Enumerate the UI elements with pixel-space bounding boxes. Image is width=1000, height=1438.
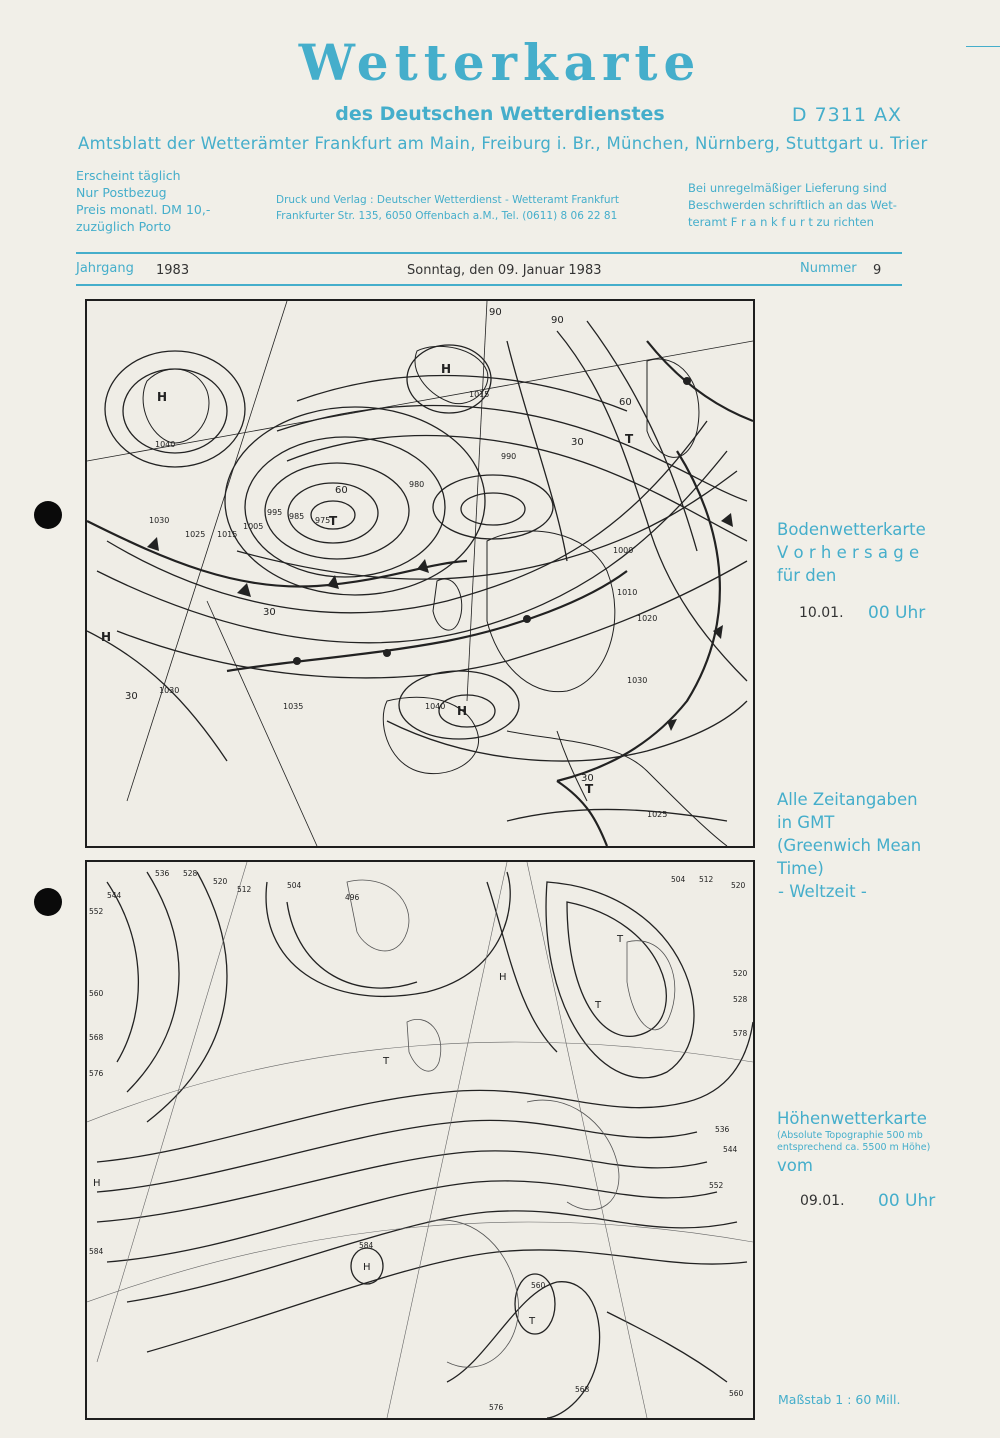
- contour-label: 552: [709, 1181, 724, 1190]
- isobar-label: 1025: [647, 810, 668, 819]
- thickness-label: 90: [551, 315, 564, 326]
- caption-note: entsprechend ca. 5500 m Höhe): [777, 1142, 931, 1153]
- isobar-label: 1025: [185, 530, 206, 539]
- high-center: H: [101, 630, 112, 644]
- contour-label: 528: [733, 995, 748, 1004]
- upper-map-date: 09.01.: [800, 1193, 845, 1209]
- front-marker: [667, 719, 677, 731]
- high-center: H: [457, 704, 468, 718]
- isobar-label: 1000: [613, 546, 634, 555]
- isobar-label: 1005: [243, 522, 264, 531]
- isobar-label: 1030: [159, 686, 180, 695]
- contour: [107, 882, 138, 1062]
- thickness-labels: [125, 307, 632, 784]
- time-note-line: (Greenwich Mean: [777, 836, 922, 855]
- contours: [97, 872, 753, 1418]
- surface-map-date: 10.01.: [799, 605, 844, 621]
- contour: [147, 872, 227, 1122]
- isobar: [433, 475, 553, 539]
- coastlines: [143, 346, 727, 846]
- contour-label: 544: [723, 1145, 738, 1154]
- contour-label: 560: [89, 989, 104, 998]
- contour-label: 568: [89, 1033, 104, 1042]
- contour: [97, 1151, 707, 1222]
- thickness-label: 30: [571, 437, 584, 448]
- contour-label: 576: [489, 1403, 504, 1412]
- isobar: [407, 345, 491, 413]
- time-note-line: - Weltzeit -: [778, 882, 867, 901]
- isobar-label: 1015: [469, 390, 490, 399]
- upper-air-map-drawing: [87, 862, 753, 1418]
- rule-bottom: [76, 284, 902, 286]
- contour-label: 528: [183, 869, 198, 878]
- front-marker: [383, 649, 391, 657]
- subscription-line: Nur Postbezug: [76, 185, 167, 200]
- isobar-label: 975: [315, 516, 331, 525]
- surface-map-drawing: [87, 301, 753, 846]
- caption-line: Höhenwetterkarte: [777, 1109, 927, 1128]
- contour: [607, 1312, 727, 1382]
- isobar-labels: [149, 390, 667, 819]
- coastline: [427, 1220, 519, 1367]
- upper-map-time: 00 Uhr: [878, 1191, 936, 1211]
- contour: [147, 1250, 747, 1352]
- isobar: [245, 437, 445, 577]
- high-center: H: [441, 362, 452, 376]
- low-center: T: [383, 1056, 390, 1067]
- contour-label: 520: [733, 969, 748, 978]
- low-center: T: [595, 1000, 602, 1011]
- complaint-line: Beschwerden schriftlich an das Wet-: [688, 198, 897, 212]
- time-note: [777, 788, 921, 903]
- caption-line: für den: [777, 566, 837, 585]
- contour-label: 520: [213, 877, 228, 886]
- rule-top: [76, 252, 902, 254]
- subscription-line: Erscheint täglich: [76, 168, 181, 183]
- caption-line: Bodenwetterkarte: [777, 520, 926, 539]
- coastline: [527, 1100, 619, 1210]
- low-center: T: [625, 432, 634, 446]
- jahrgang-label: Jahrgang: [76, 261, 134, 276]
- mediterranean-coast: [507, 731, 727, 846]
- greenland-coast: [143, 369, 209, 443]
- warm-front: [647, 341, 753, 421]
- caption-line: vom: [777, 1156, 813, 1175]
- isobar-label: 1010: [617, 588, 638, 597]
- contour-label: 568: [575, 1385, 590, 1394]
- complaint-line: teramt F r a n k f u r t zu richten: [688, 215, 874, 229]
- isobars: [87, 321, 747, 821]
- thickness-label: 30: [125, 691, 138, 702]
- graticule: [87, 862, 753, 1418]
- upper-map-caption: [777, 1107, 930, 1177]
- amtsblatt-line: Amtsblatt der Wetterämter Frankfurt am Main, Freiburg i. Br., München, Nürnberg, Stuttgart u. Trier: [78, 134, 928, 153]
- jahrgang-value: 1983: [156, 263, 190, 278]
- contour-label: 584: [89, 1247, 104, 1256]
- isobar: [265, 463, 409, 559]
- thickness-label: 90: [489, 307, 502, 318]
- contour: [127, 872, 179, 1092]
- contour-label: 536: [715, 1125, 730, 1134]
- isobar-label: 990: [501, 452, 517, 461]
- subscription-info: [76, 167, 210, 235]
- isobar: [87, 631, 227, 761]
- high-center: H: [499, 972, 507, 983]
- surface-map: [85, 299, 755, 848]
- publisher-line: Frankfurter Str. 135, 6050 Offenbach a.M., Tel. (0611) 8 06 22 81: [276, 210, 618, 222]
- subscription-line: Preis monatl. DM 10,-: [76, 202, 211, 217]
- isobar: [507, 809, 727, 821]
- subscription-line: zuzüglich Porto: [76, 219, 172, 234]
- surface-map-caption: [777, 518, 926, 587]
- complaint-line: Bei unregelmäßiger Lieferung sind: [688, 181, 887, 195]
- page-title: Wetterkarte: [298, 33, 702, 92]
- contour-label: 584: [359, 1241, 374, 1250]
- contour-label: 512: [237, 885, 252, 894]
- time-note-line: Alle Zeitangaben: [777, 790, 918, 809]
- coastlines: [347, 880, 675, 1367]
- contour: [97, 1022, 753, 1162]
- front-marker: [523, 615, 531, 623]
- contour: [266, 872, 510, 996]
- contour: [107, 1181, 717, 1262]
- isobar-label: 1030: [627, 676, 648, 685]
- isobar-label: 980: [409, 480, 425, 489]
- punch-hole: [34, 501, 62, 529]
- contour-label: 578: [733, 1029, 748, 1038]
- front-marker: [237, 583, 251, 597]
- high-center: H: [157, 390, 168, 404]
- isobar-label: 995: [267, 508, 283, 517]
- isobar-label: 1040: [425, 702, 446, 711]
- upper-centers: [93, 934, 624, 1327]
- contour-label: 504: [287, 881, 302, 890]
- low-center: T: [529, 1316, 536, 1327]
- publisher-line: Druck und Verlag : Deutscher Wetterdienst - Wetteramt Frankfurt: [276, 194, 619, 206]
- isobar: [461, 493, 525, 525]
- contour: [447, 1282, 600, 1418]
- meridian: [467, 301, 490, 701]
- isobar: [507, 341, 567, 561]
- contour: [546, 882, 694, 1078]
- contour: [127, 1211, 737, 1302]
- contour-label: 504: [671, 875, 686, 884]
- low-center: T: [329, 514, 338, 528]
- caption-note: (Absolute Topographie 500 mb: [777, 1130, 923, 1141]
- publication-code: D 7311 AX: [791, 104, 902, 126]
- front-marker: [293, 657, 301, 665]
- parallel: [87, 1042, 753, 1122]
- isobar-label: 1015: [217, 530, 238, 539]
- contour-label: 552: [89, 907, 104, 916]
- contour-label: 560: [531, 1281, 546, 1290]
- contour-label: 496: [345, 893, 360, 902]
- coastline: [347, 880, 409, 951]
- punch-hole: [34, 888, 62, 916]
- thickness-label: 60: [619, 397, 632, 408]
- meridian: [97, 862, 247, 1362]
- issue-date: Sonntag, den 09. Januar 1983: [407, 263, 602, 278]
- isobar-label: 1030: [149, 516, 170, 525]
- thickness-label: 30: [581, 773, 594, 784]
- upper-air-map: [85, 860, 755, 1420]
- high-center: H: [363, 1262, 371, 1273]
- thickness-label: 60: [335, 485, 348, 496]
- contour-label: 536: [155, 869, 170, 878]
- meridian: [387, 862, 507, 1418]
- meridians: [87, 301, 753, 846]
- high-center: H: [93, 1178, 101, 1189]
- surface-map-time: 00 Uhr: [868, 603, 926, 623]
- page-subtitle: des Deutschen Wetterdienstes: [335, 103, 665, 125]
- nummer-value: 9: [873, 263, 882, 278]
- low-center: T: [585, 782, 594, 796]
- isobar: [225, 407, 485, 595]
- low-center: T: [617, 934, 624, 945]
- contour-label: 544: [107, 891, 122, 900]
- contour-label: 520: [731, 881, 746, 890]
- contour: [567, 902, 666, 1036]
- fronts: [87, 341, 753, 846]
- contour-label: 576: [89, 1069, 104, 1078]
- caption-line: V o r h e r s a g e: [777, 543, 920, 562]
- publisher-info: [276, 192, 619, 224]
- isobar-label: 1040: [155, 440, 176, 449]
- contour-label: 512: [699, 875, 714, 884]
- front-marker: [721, 513, 733, 527]
- time-note-line: Time): [777, 859, 824, 878]
- nummer-label: Nummer: [800, 261, 857, 276]
- britain-coast: [433, 579, 462, 630]
- map-scale: Maßstab 1 : 60 Mill.: [778, 1392, 901, 1407]
- contour: [97, 1120, 697, 1192]
- isobar-label: 1020: [637, 614, 658, 623]
- isobar-label: 985: [289, 512, 305, 521]
- complaint-info: [688, 180, 897, 231]
- contour-label: 560: [729, 1389, 744, 1398]
- thickness-label: 30: [263, 607, 276, 618]
- meridian: [527, 862, 647, 1418]
- coastline: [627, 941, 675, 1030]
- isobar-label: 1035: [283, 702, 304, 711]
- time-note-line: in GMT: [777, 813, 835, 832]
- contour-labels: [89, 869, 748, 1412]
